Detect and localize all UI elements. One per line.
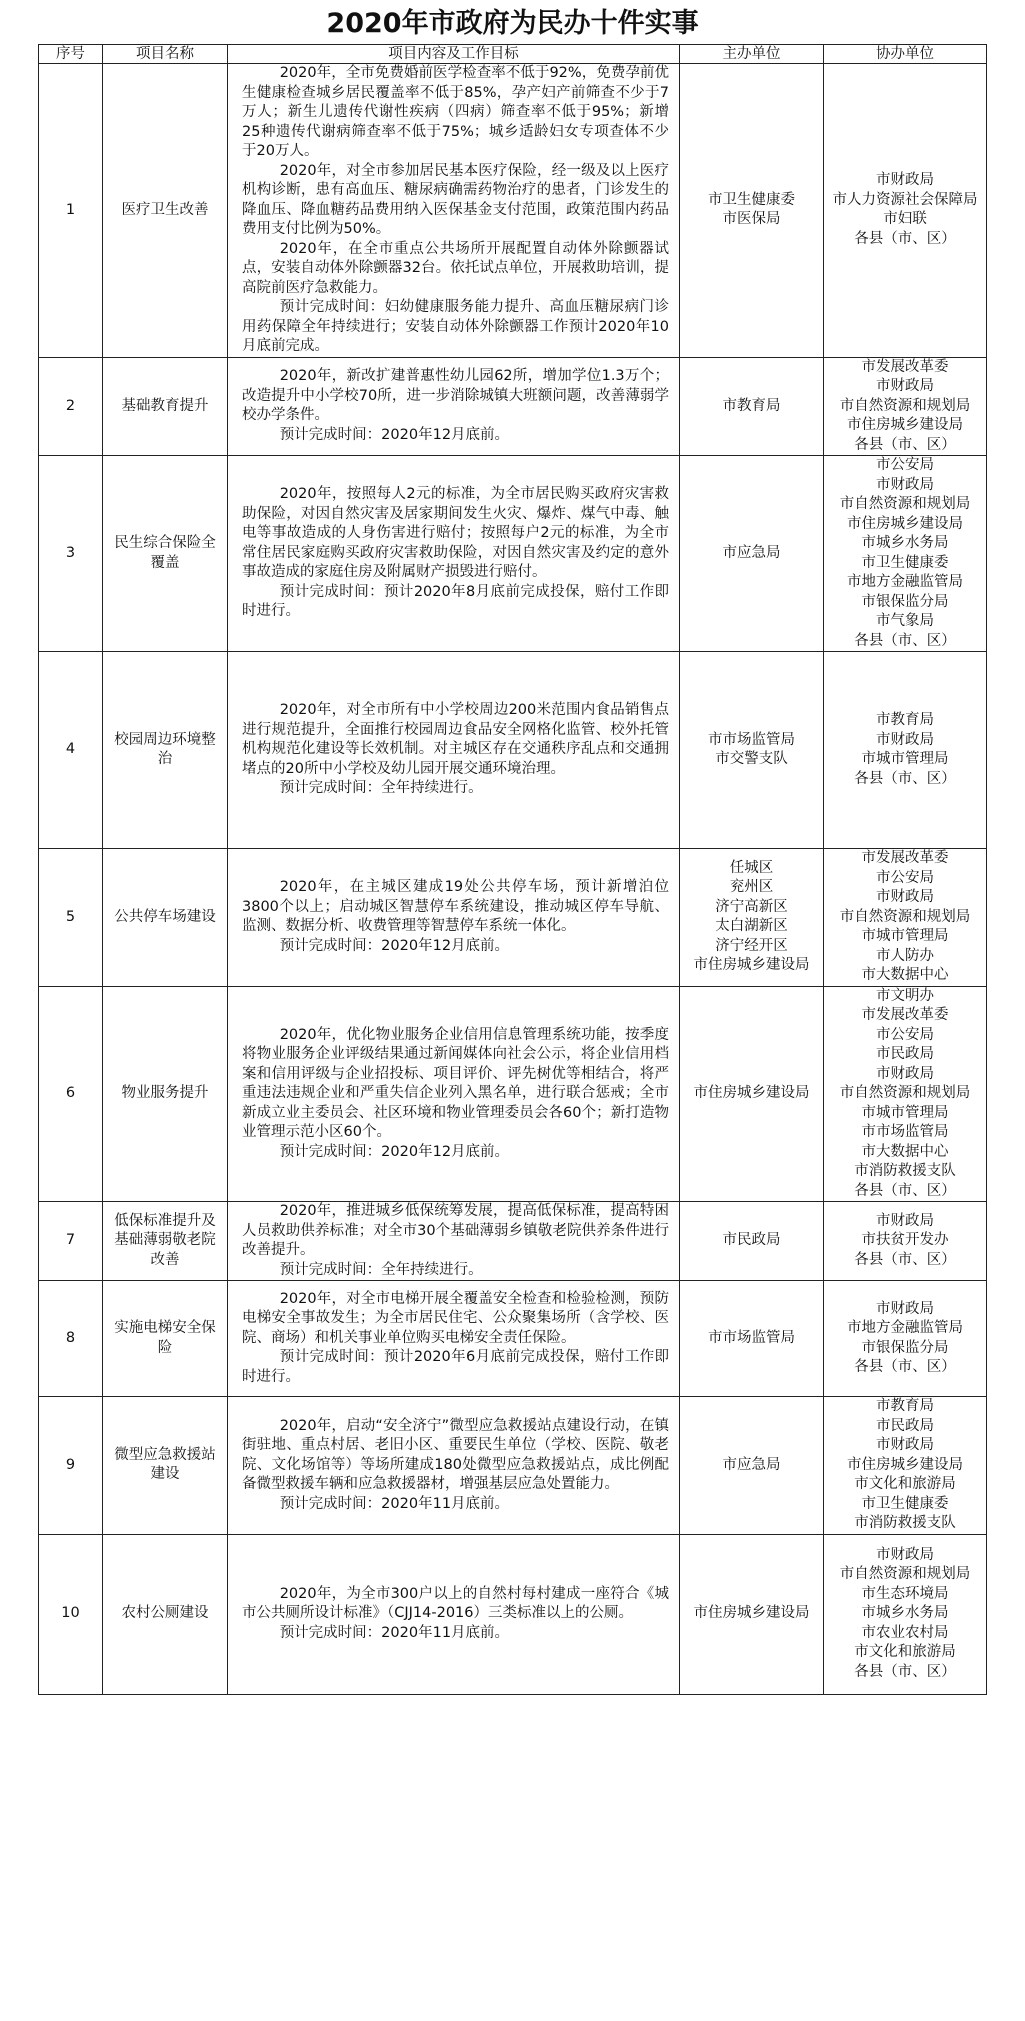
cooperating-unit: 市住房城乡建设局 — [847, 515, 963, 532]
cooperating-units — [824, 849, 987, 987]
cooperating-unit: 各县（市、区） — [854, 632, 956, 649]
table-row — [39, 1534, 987, 1694]
cooperating-unit: 各县（市、区） — [854, 230, 956, 247]
row-number: 4 — [39, 652, 103, 849]
cooperating-unit: 市消防救援支队 — [854, 1515, 956, 1531]
cooperating-unit: 市财政局 — [876, 1300, 934, 1317]
cooperating-unit: 市银保监分局 — [861, 1339, 949, 1356]
cooperating-unit: 各县（市、区） — [854, 436, 956, 453]
cooperating-unit: 市文化和旅游局 — [854, 1644, 956, 1661]
cooperating-unit: 市扶贫开发办 — [861, 1232, 949, 1249]
cooperating-unit: 市地方金融监管局 — [847, 1320, 963, 1336]
cooperating-unit: 市城乡水务局 — [861, 1605, 949, 1622]
cooperating-unit: 市发展改革委 — [861, 358, 949, 375]
content-paragraph: 预计完成时间：全年持续进行。 — [279, 1261, 483, 1278]
lead-units — [680, 456, 824, 652]
project-content — [228, 1281, 680, 1397]
table-header-row — [39, 45, 987, 64]
cooperating-units — [824, 456, 987, 652]
project-name: 实施电梯安全保险 — [103, 1281, 228, 1397]
cooperating-unit: 市生态环境局 — [861, 1585, 949, 1602]
lead-units — [680, 652, 824, 849]
project-content — [228, 456, 680, 652]
lead-unit: 市市场监管局 — [708, 1329, 795, 1346]
cooperating-unit: 市城市管理局 — [861, 751, 949, 767]
content-paragraph: 2020年，在主城区建成19处公共停车场，预计新增泊位3800个以上；启动城区智慧停车系统建设，推动城区停车导航、监测、数据分析、收费管理等智慧停车系统一体化。 — [242, 879, 669, 935]
lead-unit: 市教育局 — [722, 397, 781, 414]
content-paragraph: 预计完成时间：2020年12月底前。 — [279, 1143, 510, 1160]
header-content: 项目内容及工作目标 — [228, 45, 680, 64]
cooperating-unit: 市自然资源和规划局 — [839, 1085, 971, 1101]
cooperating-unit: 市银保监分局 — [861, 593, 949, 610]
cooperating-units — [824, 64, 987, 358]
table-row — [39, 849, 987, 987]
cooperating-unit: 各县（市、区） — [854, 1251, 956, 1268]
cooperating-units — [824, 357, 987, 456]
cooperating-unit: 市大数据中心 — [861, 967, 949, 983]
cooperating-unit: 市财政局 — [876, 889, 934, 905]
cooperating-unit: 市财政局 — [876, 1065, 934, 1082]
cooperating-unit: 市财政局 — [876, 1212, 934, 1229]
content-paragraph: 2020年，在全市重点公共场所开展配置自动体外除颤器试点，安装自动体外除颤器32台。依托试点单位，开展救助培训，提高院前医疗急救能力。 — [242, 240, 669, 296]
cooperating-unit: 市住房城乡建设局 — [847, 1456, 963, 1473]
header-lead: 主办单位 — [680, 45, 824, 64]
page-title: 2020年市政府为民办十件实事 — [326, 8, 699, 39]
cooperating-unit: 市财政局 — [876, 1437, 934, 1453]
lead-units — [680, 986, 824, 1202]
cooperating-unit: 市自然资源和规划局 — [839, 908, 971, 925]
cooperating-unit: 市财政局 — [876, 1546, 934, 1563]
table-row — [39, 456, 987, 652]
lead-unit: 兖州区 — [729, 879, 774, 896]
project-content — [228, 64, 680, 358]
lead-units — [680, 1397, 824, 1535]
cooperating-unit: 市公安局 — [876, 457, 934, 473]
table-row — [39, 1202, 987, 1281]
cooperating-unit: 市自然资源和规划局 — [839, 496, 971, 512]
header-no: 序号 — [39, 45, 103, 64]
lead-unit: 市卫生健康委 — [708, 191, 795, 208]
cooperating-unit: 各县（市、区） — [854, 770, 956, 787]
header-name: 项目名称 — [103, 45, 228, 64]
cooperating-unit: 市财政局 — [876, 378, 934, 394]
project-name: 低保标准提升及基础薄弱敬老院改善 — [103, 1202, 228, 1281]
lead-unit: 市住房城乡建设局 — [693, 1085, 810, 1101]
project-name: 公共停车场建设 — [103, 849, 228, 987]
content-paragraph: 2020年，对全市所有中小学校周边200米范围内食品销售点进行规范提升，全面推行校园周边食品安全网格化监管、校外托管机构规范化建设等长效机制。对主城区存在交通秩序乱点和交通拥堵点的20所中小学校及幼儿园开展交通环境治理。 — [242, 702, 669, 777]
lead-units — [680, 1202, 824, 1281]
lead-unit: 市应急局 — [722, 544, 781, 561]
lead-units — [680, 849, 824, 987]
cooperating-unit: 市教育局 — [876, 712, 934, 728]
cooperating-unit: 市城乡水务局 — [861, 535, 949, 551]
row-number: 8 — [39, 1281, 103, 1397]
cooperating-unit: 市自然资源和规划局 — [839, 1566, 971, 1583]
table-row — [39, 1397, 987, 1535]
cooperating-unit: 市教育局 — [876, 1398, 934, 1414]
content-paragraph: 预计完成时间：预计2020年8月底前完成投保，赔付工作即时进行。 — [242, 583, 669, 620]
table-row — [39, 64, 987, 358]
cooperating-unit: 市公安局 — [876, 1026, 934, 1043]
row-number: 1 — [39, 64, 103, 358]
table-row — [39, 652, 987, 849]
content-paragraph: 2020年，优化物业服务企业信用信息管理系统功能，按季度将物业服务企业评级结果通过新闻媒体向社会公示，将企业信用档案和信用评级与企业招投标、项目评价、评先树优等相结合，将严重违法违规企业和严重失信企业列入黑名单，进行联合惩戒；全市新成立业主委员会、社区环境和物业管理委员会各60个；新打造物业管理示范小区60个。 — [242, 1026, 669, 1140]
lead-unit: 济宁高新区 — [715, 898, 788, 915]
cooperating-unit: 各县（市、区） — [854, 1359, 956, 1375]
cooperating-unit: 市地方金融监管局 — [847, 574, 963, 590]
content-paragraph: 预计完成时间：2020年11月底前。 — [279, 1624, 510, 1641]
content-paragraph: 预计完成时间：全年持续进行。 — [279, 780, 483, 797]
lead-unit: 市住房城乡建设局 — [693, 1605, 810, 1622]
cooperating-unit: 市消防救援支队 — [854, 1163, 956, 1179]
project-name: 农村公厕建设 — [103, 1534, 228, 1694]
project-content — [228, 652, 680, 849]
content-paragraph: 2020年，对全市电梯开展全覆盖安全检查和检验检测，预防电梯安全事故发生；为全市居民住宅、公众聚集场所（含学校、医院、商场）和机关事业单位购买电梯安全责任保险。 — [242, 1290, 669, 1346]
project-content — [228, 1534, 680, 1694]
table-body — [39, 64, 987, 1695]
lead-unit: 济宁经开区 — [715, 937, 788, 954]
lead-unit: 任城区 — [729, 859, 774, 876]
cooperating-unit: 市人力资源社会保障局 — [832, 191, 978, 208]
cooperating-unit: 市卫生健康委 — [861, 1495, 949, 1512]
row-number: 6 — [39, 986, 103, 1202]
content-paragraph: 预计完成时间：妇幼健康服务能力提升、高血压糖尿病门诊用药保障全年持续进行；安装自动体外除颤器工作预计2020年10月底前完成。 — [242, 299, 669, 354]
cooperating-unit: 各县（市、区） — [854, 1663, 956, 1680]
cooperating-unit: 市市场监管局 — [861, 1124, 949, 1140]
cooperating-unit: 市民政局 — [876, 1417, 934, 1434]
project-content — [228, 1397, 680, 1535]
projects-table — [38, 44, 987, 1695]
project-name: 微型应急救援站建设 — [103, 1397, 228, 1535]
cooperating-unit: 市妇联 — [883, 211, 927, 228]
lead-units — [680, 64, 824, 358]
table-row — [39, 357, 987, 456]
project-name: 校园周边环境整治 — [103, 652, 228, 849]
project-content — [228, 986, 680, 1202]
row-number: 10 — [39, 1534, 103, 1694]
table-row — [39, 1281, 987, 1397]
content-paragraph: 2020年，启动“安全济宁”微型应急救援站点建设行动，在镇街驻地、重点村居、老旧小区、重要民生单位（学校、医院、敬老院、文化场馆等）等场所建成180处微型应急救援站点，成比例配备微型救援车辆和应急救援器材，增强基层应急处置能力。 — [242, 1417, 669, 1492]
table-row — [39, 986, 987, 1202]
cooperating-unit: 市自然资源和规划局 — [839, 397, 971, 414]
project-content — [228, 849, 680, 987]
content-paragraph: 预计完成时间：2020年12月底前。 — [279, 426, 510, 443]
cooperating-unit: 各县（市、区） — [854, 1182, 956, 1199]
cooperating-unit: 市卫生健康委 — [861, 554, 949, 571]
cooperating-unit: 市文化和旅游局 — [854, 1476, 956, 1492]
cooperating-unit: 市气象局 — [876, 613, 934, 629]
project-name: 基础教育提升 — [103, 357, 228, 456]
content-paragraph: 预计完成时间：2020年11月底前。 — [279, 1495, 510, 1512]
cooperating-unit: 市发展改革委 — [861, 850, 949, 866]
content-paragraph: 预计完成时间：2020年12月底前。 — [279, 937, 510, 954]
cooperating-unit: 市民政局 — [876, 1046, 934, 1062]
project-name: 物业服务提升 — [103, 986, 228, 1202]
lead-units — [680, 1534, 824, 1694]
cooperating-unit: 市财政局 — [876, 731, 934, 748]
cooperating-unit: 市文明办 — [876, 987, 934, 1004]
header-co: 协办单位 — [824, 45, 987, 64]
cooperating-units — [824, 652, 987, 849]
cooperating-unit: 市城市管理局 — [861, 1104, 949, 1121]
cooperating-units — [824, 1281, 987, 1397]
content-paragraph: 2020年，对全市参加居民基本医疗保险，经一级及以上医疗机构诊断，患有高血压、糖尿病确需药物治疗的患者，门诊发生的降血压、降血糖药品费用纳入医保基金支付范围，政策范围内药品费用支付比例为50%。 — [242, 162, 669, 237]
content-paragraph: 2020年，为全市300户以上的自然村每村建成一座符合《城市公共厕所设计标准》（CJJ14-2016）三类标准以上的公厕。 — [242, 1585, 669, 1622]
cooperating-unit: 市人防办 — [876, 947, 934, 964]
cooperating-unit: 市农业农村局 — [861, 1624, 949, 1641]
content-paragraph: 2020年，全市免费婚前医学检查率不低于92%，免费孕前优生健康检查城乡居民覆盖率不低于85%，孕产妇产前筛查不少于7万人；新生儿遗传代谢性疾病（四病）筛查率不低于95%；新增25种遗传代谢病筛查率不低于75%；城乡适龄妇女专项查体不少于20万人。 — [242, 65, 669, 159]
content-paragraph: 2020年，推进城乡低保统筹发展，提高低保标准，提高特困人员救助供养标准；对全市30个基础薄弱乡镇敬老院供养条件进行改善提升。 — [242, 1203, 669, 1258]
cooperating-unit: 市财政局 — [876, 476, 934, 493]
cooperating-unit: 市大数据中心 — [861, 1143, 949, 1160]
lead-unit: 市应急局 — [722, 1456, 781, 1473]
project-name: 民生综合保险全覆盖 — [103, 456, 228, 652]
content-paragraph: 2020年，新改扩建普惠性幼儿园62所，增加学位1.3万个；改造提升中小学校70所，进一步消除城镇大班额问题，改善薄弱学校办学条件。 — [242, 368, 669, 424]
cooperating-unit: 市住房城乡建设局 — [847, 417, 963, 433]
cooperating-units — [824, 1202, 987, 1281]
cooperating-unit: 市公安局 — [876, 869, 934, 886]
lead-units — [680, 357, 824, 456]
cooperating-units — [824, 1534, 987, 1694]
cooperating-unit: 市财政局 — [876, 172, 934, 189]
lead-units — [680, 1281, 824, 1397]
project-content — [228, 357, 680, 456]
content-paragraph: 预计完成时间：预计2020年6月底前完成投保，赔付工作即时进行。 — [242, 1349, 669, 1385]
row-number: 9 — [39, 1397, 103, 1535]
cooperating-units — [824, 986, 987, 1202]
cooperating-unit: 市城市管理局 — [861, 928, 949, 944]
row-number: 7 — [39, 1202, 103, 1281]
lead-unit: 市交警支队 — [715, 751, 788, 767]
row-number: 3 — [39, 456, 103, 652]
cooperating-units — [824, 1397, 987, 1535]
row-number: 5 — [39, 849, 103, 987]
lead-unit: 市市场监管局 — [708, 731, 795, 748]
lead-unit: 市民政局 — [722, 1232, 781, 1249]
lead-unit: 太白湖新区 — [715, 918, 788, 935]
lead-unit: 市医保局 — [722, 211, 781, 228]
row-number: 2 — [39, 357, 103, 456]
project-name: 医疗卫生改善 — [103, 64, 228, 358]
lead-unit: 市住房城乡建设局 — [693, 957, 810, 974]
project-content — [228, 1202, 680, 1281]
cooperating-unit: 市发展改革委 — [861, 1007, 949, 1023]
content-paragraph: 2020年，按照每人2元的标准，为全市居民购买政府灾害救助保险，对因自然灾害及居家期间发生火灾、爆炸、煤气中毒、触电等事故造成的人身伤害进行赔付；按照每户2元的标准，为全市常住居民家庭购买政府灾害救助保险，对因自然灾害及约定的意外事故造成的家庭住房及附属财产损毁进行赔付。 — [242, 486, 669, 581]
